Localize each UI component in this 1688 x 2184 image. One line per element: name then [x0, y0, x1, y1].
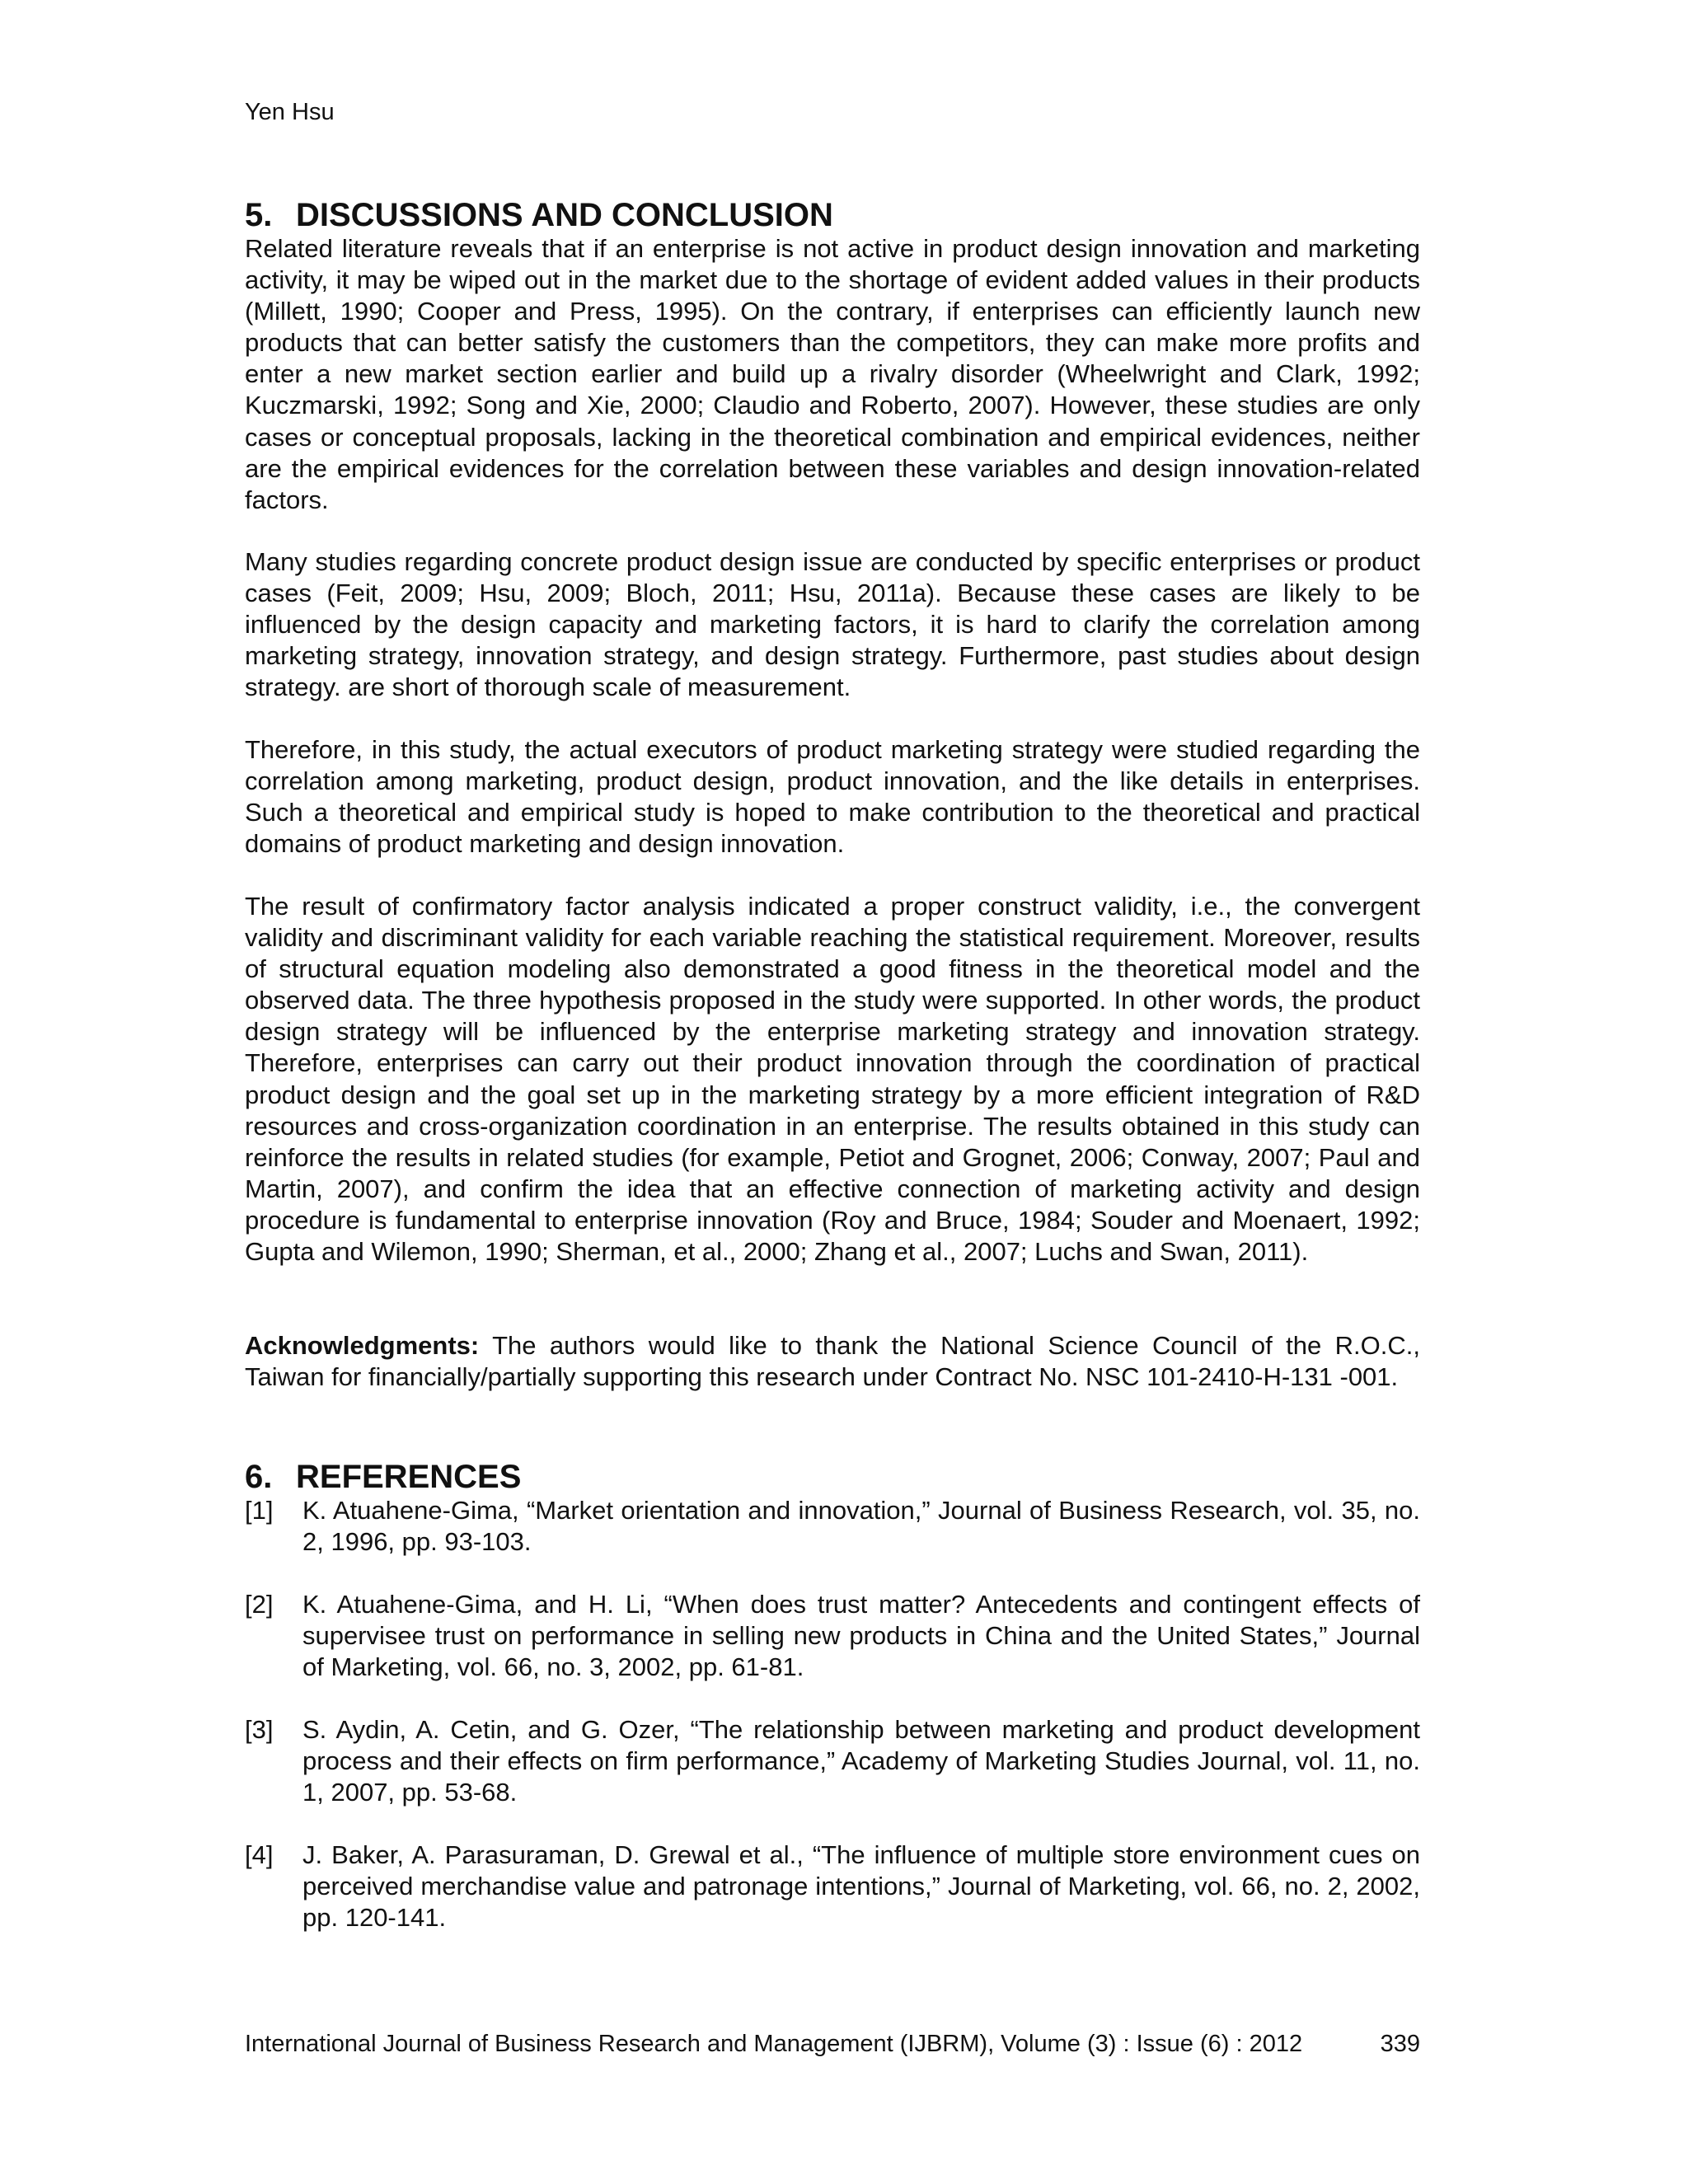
page-number: 339 [1380, 2031, 1420, 2057]
reference-text: K. Atuahene-Gima, “Market orientation and innovation,” Journal of Business Research, vol. 35, no. 2, 1996, pp. 93-103. [302, 1496, 1420, 1557]
section-6-heading [245, 1459, 521, 1495]
paper-page [245, 0, 1420, 2184]
acknowledgments-label: Acknowledgments: [245, 1331, 480, 1360]
section-5-heading [245, 197, 833, 233]
running-head-author: Yen Hsu [245, 99, 335, 125]
acknowledgments-text: The authors would like to thank the National Science Council of the R.O.C., Taiwan for financially/partially supporting this research under Contract No. NSC 101-2410-H-131 -001. [245, 1331, 1420, 1392]
section-6-title: REFERENCES [296, 1459, 522, 1495]
section-5-paragraph-2: Many studies regarding concrete product design issue are conducted by specific enterprises or product cases (Feit, 2009; Hsu, 2009; Bloch, 2011; Hsu, 2011a). Because these cases are likely to be influenced by the design capacity and marketing factors, it is hard to clarify the correlation among marketing strategy, innovation strategy, and design strategy. Furthermore, past studies about design strategy. are short of thorough scale of measurement. [245, 547, 1420, 702]
reference-text: J. Baker, A. Parasuraman, D. Grewal et al., “The influence of multiple store environment cues on perceived merchandise value and patronage intentions,” Journal of Marketing, vol. 66, no. 2, 2002, pp. 120-141. [302, 1840, 1420, 1933]
reference-number: [1] [245, 1496, 274, 1525]
reference-number: [2] [245, 1590, 274, 1619]
section-5-number: 5. [245, 197, 273, 233]
footer-journal-citation: International Journal of Business Research and Management (IJBRM), Volume (3) : Issue (6) : 2012 [245, 2031, 1303, 2057]
reference-item-2 [245, 1589, 1420, 1683]
page-footer [245, 2029, 1420, 2059]
section-5-title: DISCUSSIONS AND CONCLUSION [296, 197, 833, 233]
section-6-number: 6. [245, 1459, 273, 1495]
reference-text: S. Aydin, A. Cetin, and G. Ozer, “The relationship between marketing and product development process and their effects on firm performance,” Academy of Marketing Studies Journal, vol. 11, no. 1, 2007, pp. 53-68. [302, 1715, 1420, 1807]
reference-item-3 [245, 1714, 1420, 1808]
reference-number: [4] [245, 1840, 274, 1869]
reference-item-4 [245, 1840, 1420, 1933]
acknowledgments-paragraph [245, 1330, 1420, 1393]
reference-number: [3] [245, 1715, 274, 1744]
section-5-paragraph-3: Therefore, in this study, the actual executors of product marketing strategy were studied regarding the correlation among marketing, product design, product innovation, and the like details in enterprises. Such a theoretical and empirical study is hoped to make contribution to the theoretical and practical domains of product marketing and design innovation. [245, 735, 1420, 859]
reference-text: K. Atuahene-Gima, and H. Li, “When does trust matter? Antecedents and contingent effects of supervisee trust on performance in selling new products in China and the United States,” Journal of Marketing, vol. 66, no. 3, 2002, pp. 61-81. [302, 1590, 1420, 1682]
section-5-paragraph-1: Related literature reveals that if an enterprise is not active in product design innovation and marketing activity, it may be wiped out in the market due to the shortage of evident added values in their products (Millett, 1990; Cooper and Press, 1995). On the contrary, if enterprises can efficiently launch new products that can better satisfy the customers than the competitors, they can make more profits and enter a new market section earlier and build up a rivalry disorder (Wheelwright and Clark, 1992; Kuczmarski, 1992; Song and Xie, 2000; Claudio and Roberto, 2007). However, these studies are only cases or conceptual proposals, lacking in the theoretical combination and empirical evidences, neither are the empirical evidences for the correlation between these variables and design innovation-related factors. [245, 234, 1420, 514]
reference-item-1 [245, 1495, 1420, 1558]
section-5-paragraph-4: The result of confirmatory factor analysis indicated a proper construct validity, i.e., the convergent validity and discriminant validity for each variable reaching the statistical requirement. Moreover, results of structural equation modeling also demonstrated a good fitness in the theoretical model and the observed data. The three hypothesis proposed in the study were supported. In other words, the product design strategy will be influenced by the enterprise marketing strategy and innovation strategy. Therefore, enterprises can carry out their product innovation through the coordination of practical product design and the goal set up in the marketing strategy by a more efficient integration of R&D resources and cross-organization coordination in an enterprise. The results obtained in this study can reinforce the results in related studies (for example, Petiot and Grognet, 2006; Conway, 2007; Paul and Martin, 2007), and confirm the idea that an effective connection of marketing activity and design procedure is fundamental to enterprise innovation (Roy and Bruce, 1984; Souder and Moenaert, 1992; Gupta and Wilemon, 1990; Sherman, et al., 2000; Zhang et al., 2007; Luchs and Swan, 2011). [245, 892, 1420, 1267]
